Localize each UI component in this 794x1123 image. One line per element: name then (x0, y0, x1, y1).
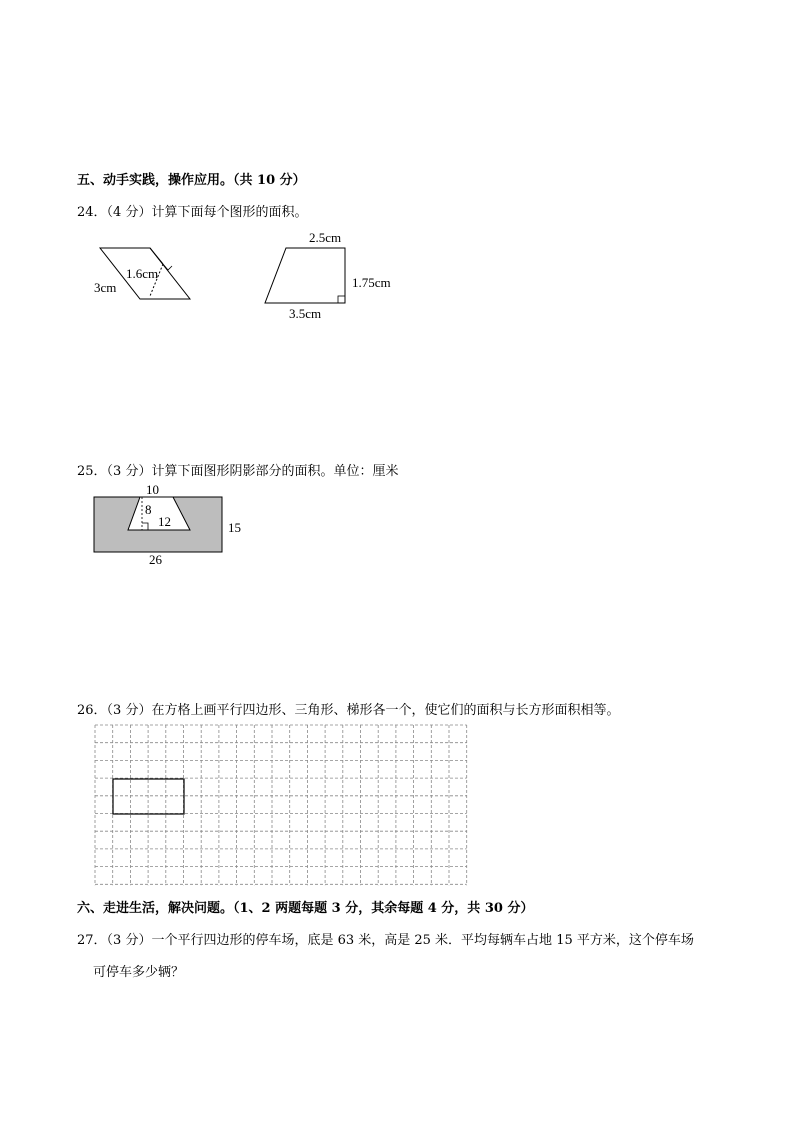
trapezoid-bottom-label: 3.5cm (289, 306, 322, 321)
parallelogram-height-label: 1.6cm (126, 266, 159, 281)
question-24-text: 24．（4 分）计算下面每个图形的面积。 (77, 205, 308, 220)
question-25-text: 25．（3 分）计算下面图形阴影部分的面积。单位：厘米 (77, 464, 399, 479)
question-27-line1: 27．（3 分）一个平行四边形的停车场，底是 63 米，高是 25 米．平均每辆车占地 15 平方米，这个停车场 (77, 933, 694, 948)
shaded-inner-height-label: 8 (145, 502, 152, 517)
parallelogram-side-label: 3cm (94, 280, 117, 295)
trapezoid-height-label: 1.75cm (352, 275, 391, 290)
question-27-line2: 可停车多少辆？ (93, 965, 185, 980)
question-26-text: 26．（3 分）在方格上画平行四边形、三角形、梯形各一个，使它们的面积与长方形面积相等。 (77, 703, 620, 718)
section-heading-5: 五、动手实践，操作应用。（共 10 分） (77, 173, 306, 188)
shaded-inner-bottom-label: 12 (158, 514, 171, 529)
shaded-rect-height-label: 15 (228, 520, 241, 535)
trapezoid-top-label: 2.5cm (309, 230, 342, 245)
shaded-top-label: 10 (146, 482, 159, 497)
section-heading-6: 六、走进生活，解决问题。（1、2 两题每题 3 分，其余每题 4 分，共 30 分） (77, 901, 534, 916)
shaded-rect-width-label: 26 (149, 552, 162, 567)
